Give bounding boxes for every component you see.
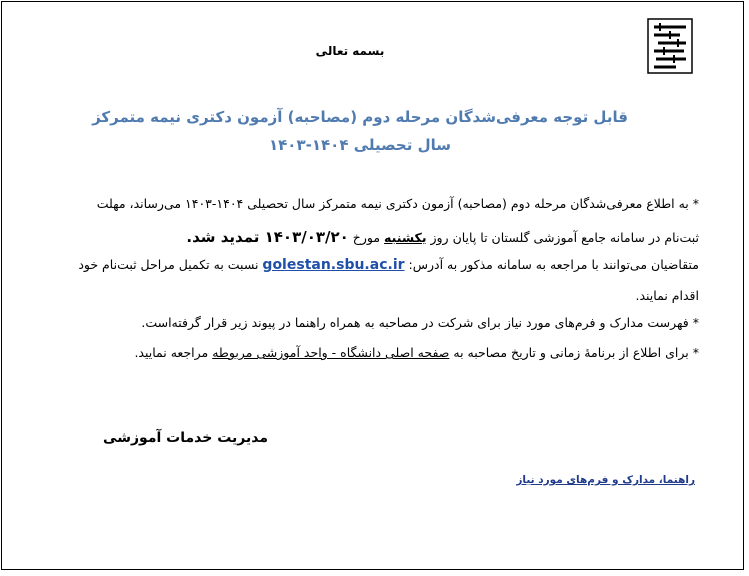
signature: مدیریت خدمات آموزشی (103, 430, 268, 446)
golestan-link[interactable]: golestan.sbu.ac.ir (262, 257, 405, 273)
deadline-date: ۱۴۰۳/۰۳/۲۰ (264, 228, 349, 246)
announcement-title: قابل توجه معرفی‌شدگان مرحله دوم (مصاحبه) آزمون دکتری نیمه متمرکز (92, 108, 628, 126)
paragraph-3: * فهرست مدارک و فرم‌های مورد نیاز برای شرکت در مصاحبه به همراه راهنما در پیوند زیر قرار گرفته‌است. (141, 315, 699, 330)
p2-text-b: نسبت به تکمیل مراحل ثبت‌نام خود (78, 257, 263, 272)
paragraph-1-line-2 (186, 229, 699, 246)
deadline-day: یکشنبه (384, 230, 427, 245)
paragraph-4 (134, 345, 699, 361)
guide-documents-link[interactable]: راهنما، مدارک و فرم‌های مورد نیاز (516, 474, 695, 486)
p1-text-c: تمدید شد. (186, 228, 265, 246)
paragraph-1-line-1: * به اطلاع معرفی‌شدگان مرحله دوم (مصاحبه) آزمون دکتری نیمه متمرکز سال تحصیلی ۱۴۰۴-۱۴۰۳ می‌رساند، مهلت (96, 196, 699, 211)
paragraph-2-line-2: اقدام نمایند. (635, 288, 699, 303)
p1-text-a: ثبت‌نام در سامانه جامع آموزشی گلستان تا پایان روز (426, 230, 699, 245)
p4-text-b: مراجعه نمایید. (134, 345, 213, 360)
paragraph-2-line-1 (78, 257, 699, 273)
university-homepage-link[interactable]: صفحه اصلی دانشگاه - واحد آموزشی مربوطه (212, 345, 450, 360)
p4-text-a: * برای اطلاع از برنامهٔ زمانی و تاریخ مصاحبه به (449, 345, 699, 360)
p1-text-b: مورخ (348, 230, 385, 245)
p2-text-a: متقاضیان می‌توانند با مراجعه به سامانه مذکور به آدرس: (404, 257, 699, 272)
announcement-subtitle: سال تحصیلی ۱۴۰۴-۱۴۰۳ (269, 136, 451, 154)
university-logo (645, 16, 695, 76)
bismillah: بسمه تعالی (315, 44, 385, 58)
university-logo-icon (646, 17, 694, 75)
